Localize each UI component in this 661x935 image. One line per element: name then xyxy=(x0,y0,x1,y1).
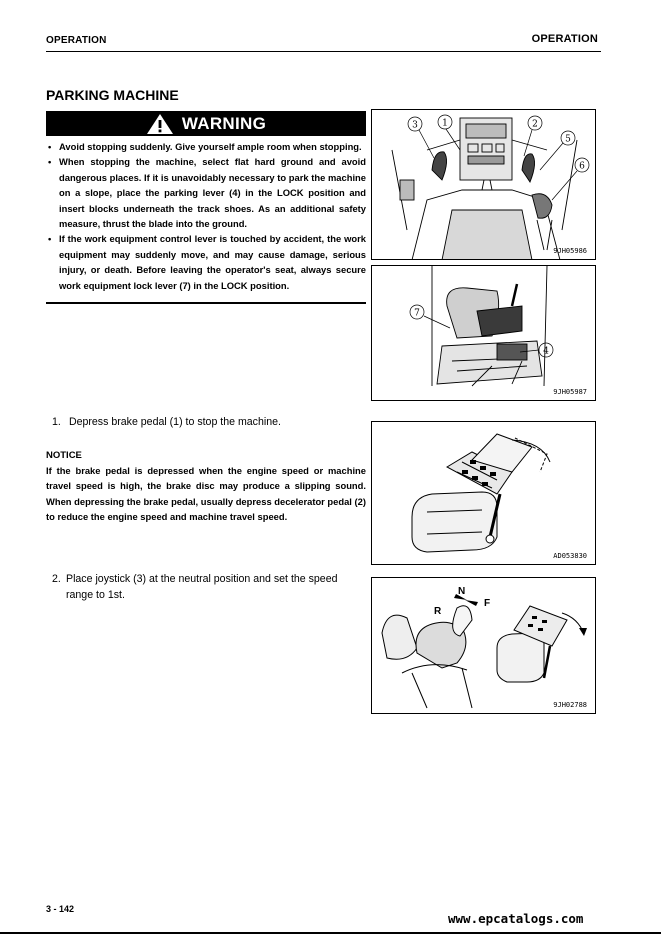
direction-reverse-label: R xyxy=(434,606,442,617)
figure-code: 9JH02788 xyxy=(553,701,587,709)
figure-code: 9JH05986 xyxy=(553,247,587,255)
step-number: 2. xyxy=(52,573,61,585)
step-1 xyxy=(52,414,366,430)
figure-lock-lever xyxy=(371,265,596,401)
direction-neutral-label: N xyxy=(458,586,466,597)
figure-joystick-pedal xyxy=(371,577,596,714)
warning-item: • If the work equipment control lever is touched by accident, the work equipment may suddenly move, and may cause damage, serious injury, or death. Before leaving the operator's seat, always secure work equipment lock lever (7) in the LOCK position. xyxy=(48,233,366,291)
step-text-line2: range to 1st. xyxy=(66,589,125,601)
callout-3: 3 xyxy=(412,120,418,131)
footer-rule xyxy=(0,932,661,934)
cab-controls-illustration xyxy=(372,110,596,260)
header-rule xyxy=(46,51,601,52)
warning-triangle-icon xyxy=(146,113,174,135)
callout-5: 5 xyxy=(565,134,571,145)
step-text-line1: Place joystick (3) at the neutral position and set the speed xyxy=(66,573,338,585)
warning-label: WARNING xyxy=(181,113,267,133)
step-2 xyxy=(52,571,366,603)
figure-brake-pedal xyxy=(371,421,596,565)
warning-list xyxy=(46,139,366,293)
lock-lever-illustration xyxy=(372,266,596,401)
callout-7: 7 xyxy=(414,308,420,319)
figure-code: 9JH05987 xyxy=(553,388,587,396)
warning-banner xyxy=(46,111,366,136)
callout-4: 4 xyxy=(543,346,549,357)
header-section-label: OPERATION xyxy=(46,35,107,46)
callout-1: 1 xyxy=(442,118,448,129)
step-text: Depress brake pedal (1) to stop the machine. xyxy=(68,416,281,428)
callout-2: 2 xyxy=(532,119,538,130)
figure-code: AD053830 xyxy=(553,552,587,560)
joystick-illustration xyxy=(372,578,596,714)
warning-end-rule xyxy=(46,302,366,304)
step-number: 1. xyxy=(52,416,61,428)
direction-forward-label: F xyxy=(484,598,491,609)
website-link[interactable]: www.epcatalogs.com xyxy=(448,911,584,926)
notice-body: If the brake pedal is depressed when the engine speed or machine travel speed is high, the brake disc may produce a slipping sound. When depressing the brake pedal, usually depress decelerator pedal (2) to reduce the engine speed and machine travel speed. xyxy=(46,465,366,523)
notice-title: NOTICE xyxy=(46,450,82,461)
header-chapter-label: OPERATION xyxy=(531,33,598,45)
figure-cab-controls xyxy=(371,109,596,260)
brake-pedal-illustration xyxy=(372,422,596,565)
page-number: 3 - 142 xyxy=(46,904,75,914)
callout-6: 6 xyxy=(579,161,585,172)
warning-item: • When stopping the machine, select flat hard ground and avoid dangerous places. If it is unavoidably necessary to park the machine on a slope, place the parking lever (4) in the LOCK position and insert blocks underneath the track shoes. As an additional safety measure, thrust the blade into the ground. xyxy=(48,156,366,230)
warning-item: • Avoid stopping suddenly. Give yourself ample room when stopping. xyxy=(48,141,362,152)
section-title: PARKING MACHINE xyxy=(46,87,179,103)
